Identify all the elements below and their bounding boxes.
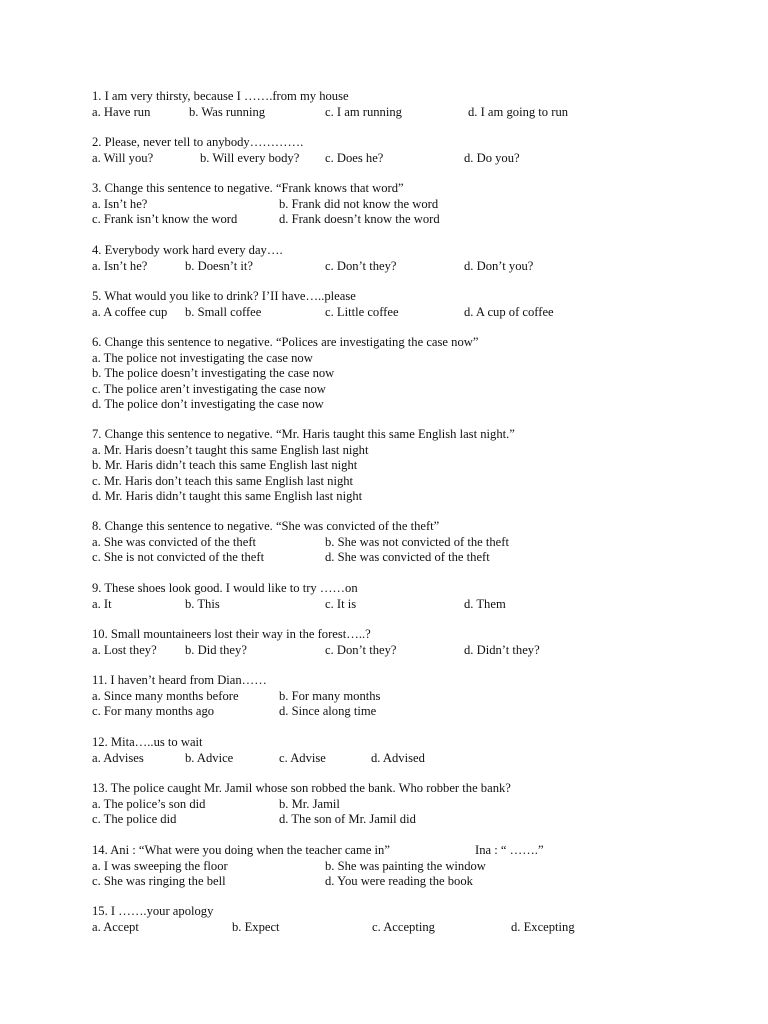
answer-option[interactable]: c. For many months ago bbox=[92, 704, 215, 718]
answer-option[interactable]: a. I was sweeping the floor bbox=[92, 858, 228, 873]
answer-option[interactable]: a. It bbox=[92, 596, 112, 611]
answer-option[interactable]: a. She was convicted of the theft bbox=[92, 534, 257, 549]
question-prompt: 9. These shoes look good. I would like to try ……on bbox=[92, 581, 358, 595]
answer-option[interactable]: d. Them bbox=[464, 596, 506, 611]
answer-option[interactable]: b. Mr. Jamil bbox=[279, 796, 340, 811]
answer-option[interactable]: d. Since along time bbox=[279, 704, 377, 718]
answer-option[interactable]: d. You were reading the book bbox=[325, 874, 473, 888]
answer-option[interactable]: d. Didn’t they? bbox=[464, 642, 540, 657]
answer-option[interactable]: d. Frank doesn’t know the word bbox=[279, 212, 440, 226]
question-prompt: 5. What would you like to drink? I’II have…..please bbox=[92, 289, 356, 303]
answer-option[interactable]: b. The police doesn’t investigating the case now bbox=[92, 366, 335, 380]
question-prompt: 10. Small mountaineers lost their way in the forest…..? bbox=[92, 627, 371, 641]
question-prompt: 11. I haven’t heard from Dian…… bbox=[92, 673, 267, 687]
answer-option[interactable]: b. Will every body? bbox=[200, 150, 300, 165]
question-prompt: 3. Change this sentence to negative. “Frank knows that word” bbox=[92, 181, 404, 195]
question-prompt: 4. Everybody work hard every day…. bbox=[92, 243, 283, 257]
question-prompt: 12. Mita…..us to wait bbox=[92, 735, 203, 749]
answer-option[interactable]: c. She is not convicted of the theft bbox=[92, 550, 265, 564]
answer-option[interactable]: b. Doesn’t it? bbox=[185, 258, 253, 273]
answer-option[interactable]: b. Mr. Haris didn’t teach this same English last night bbox=[92, 458, 358, 472]
answer-option[interactable]: c. She was ringing the bell bbox=[92, 874, 226, 888]
answer-option[interactable]: c. It is bbox=[325, 596, 357, 611]
answer-option[interactable]: b. Expect bbox=[232, 919, 280, 934]
question-prompt: 14. Ani : “What were you doing when the teacher came in” bbox=[92, 843, 390, 857]
question-prompt: 7. Change this sentence to negative. “Mr. Haris taught this same English last night.” bbox=[92, 427, 515, 441]
answer-option[interactable]: b. Small coffee bbox=[185, 304, 262, 319]
answer-option[interactable]: b. She was not convicted of the theft bbox=[325, 534, 509, 549]
answer-option[interactable]: c. Does he? bbox=[325, 150, 384, 165]
answer-option[interactable]: b. Frank did not know the word bbox=[279, 196, 439, 211]
answer-option[interactable]: a. Have run bbox=[92, 104, 151, 119]
answer-option[interactable]: d. She was convicted of the theft bbox=[325, 550, 490, 564]
answer-option[interactable]: b. This bbox=[185, 596, 220, 611]
question-reply: Ina : “ …….” bbox=[475, 843, 544, 857]
answer-option[interactable]: c. I am running bbox=[325, 104, 402, 119]
answer-option[interactable]: c. Don’t they? bbox=[325, 642, 397, 657]
answer-option[interactable]: a. The police’s son did bbox=[92, 796, 206, 811]
answer-option[interactable]: b. For many months bbox=[279, 688, 381, 703]
answer-option[interactable]: c. Accepting bbox=[372, 919, 435, 934]
answer-option[interactable]: a. A coffee cup bbox=[92, 304, 168, 319]
question-prompt: 6. Change this sentence to negative. “Polices are investigating the case now” bbox=[92, 335, 479, 349]
answer-option[interactable]: b. She was painting the window bbox=[325, 858, 486, 873]
answer-option[interactable]: d. A cup of coffee bbox=[464, 304, 554, 319]
answer-option[interactable]: c. Mr. Haris don’t teach this same English last night bbox=[92, 473, 354, 488]
answer-option[interactable]: a. Will you? bbox=[92, 150, 154, 165]
answer-option[interactable]: c. The police did bbox=[92, 812, 177, 826]
answer-option[interactable]: a. Since many months before bbox=[92, 688, 239, 703]
answer-option[interactable]: c. Frank isn’t know the word bbox=[92, 212, 238, 226]
answer-option[interactable]: d. Don’t you? bbox=[464, 258, 534, 273]
answer-option[interactable]: c. Little coffee bbox=[325, 304, 399, 319]
answer-option[interactable]: d. Do you? bbox=[464, 150, 520, 165]
answer-option[interactable]: b. Did they? bbox=[185, 642, 247, 657]
answer-option[interactable]: d. Excepting bbox=[511, 919, 575, 934]
answer-option[interactable]: c. Don’t they? bbox=[325, 258, 397, 273]
question-prompt: 1. I am very thirsty, because I …….from my house bbox=[92, 89, 349, 103]
answer-option[interactable]: a. Lost they? bbox=[92, 642, 157, 657]
answer-option[interactable]: a. Mr. Haris doesn’t taught this same English last night bbox=[92, 442, 369, 457]
question-prompt: 13. The police caught Mr. Jamil whose son robbed the bank. Who robber the bank? bbox=[92, 781, 511, 795]
answer-option[interactable]: d. Mr. Haris didn’t taught this same English last night bbox=[92, 489, 363, 503]
question-prompt: 15. I …….your apology bbox=[92, 904, 214, 918]
answer-option[interactable]: d. The son of Mr. Jamil did bbox=[279, 812, 416, 826]
answer-option[interactable]: b. Advice bbox=[185, 750, 234, 765]
answer-option[interactable]: a. The police not investigating the case now bbox=[92, 350, 313, 365]
answer-option[interactable]: d. The police don’t investigating the case now bbox=[92, 397, 324, 411]
answer-option[interactable]: d. Advised bbox=[371, 750, 425, 765]
answer-option[interactable]: b. Was running bbox=[189, 104, 266, 119]
question-prompt: 2. Please, never tell to anybody…………. bbox=[92, 135, 304, 149]
answer-option[interactable]: c. The police aren’t investigating the case now bbox=[92, 381, 326, 396]
question-prompt: 8. Change this sentence to negative. “She was convicted of the theft” bbox=[92, 519, 440, 533]
answer-option[interactable]: a. Isn’t he? bbox=[92, 258, 148, 273]
answer-option[interactable]: c. Advise bbox=[279, 750, 326, 765]
answer-option[interactable]: a. Accept bbox=[92, 919, 139, 934]
answer-option[interactable]: d. I am going to run bbox=[468, 104, 569, 119]
answer-option[interactable]: a. Isn’t he? bbox=[92, 196, 148, 211]
answer-option[interactable]: a. Advises bbox=[92, 750, 144, 765]
